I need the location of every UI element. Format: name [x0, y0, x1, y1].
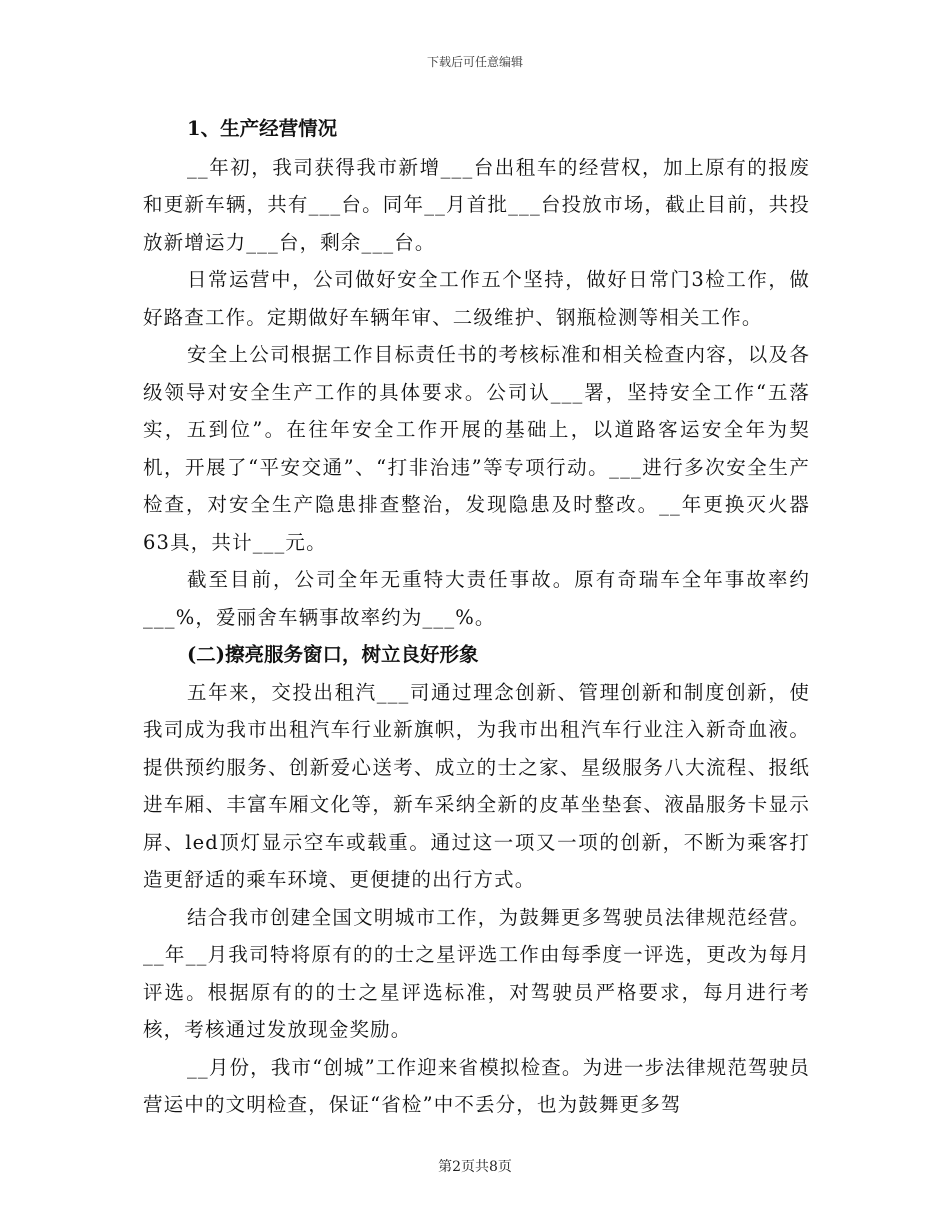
paragraph: 结合我市创建全国文明城市工作，为鼓舞更多驾驶员法律规范经营。__年__月我司特将原有的的士之星评选工作由每季度一评选，更改为每月评选。根据原有的的士之星评选标准，对驾驶员严格要求，每月进行考核，考核通过发放现金奖励。 — [143, 905, 810, 1041]
paragraph: 安全上公司根据工作目标责任书的考核标准和相关检查内容，以及各级领导对安全生产工作的具体要求。公司认___署，坚持安全工作“五落实，五到位”。在往年安全工作开展的基础上，以道路客运安全年为契机，开展了“平安交通”、“打非治违”等专项行动。___进行多次安全生产检查，对安全生产隐患排查整治，发现隐患及时整改。__年更换灭火器63具，共计___元。 — [143, 343, 810, 554]
document-body — [143, 110, 810, 1124]
paragraph: 日常运营中，公司做好安全工作五个坚持，做好日常门3检工作，做好路查工作。定期做好车辆年审、二级维护、钢瓶检测等相关工作。 — [143, 268, 810, 329]
paragraph: __年初，我司获得我市新增___台出租车的经营权，加上原有的报废和更新车辆，共有___台。同年__月首批___台投放市场，截止目前，共投放新增运力___台，剩余___台。 — [143, 155, 810, 254]
section-heading-production: 1、生产经营情况 — [187, 117, 338, 140]
page-number: 第2页共8页 — [438, 1159, 512, 1175]
paragraph: 截至目前，公司全年无重特大责任事故。原有奇瑞车全年事故率约___%，爱丽舍车辆事故率约为___%。 — [143, 568, 810, 629]
paragraph: 五年来，交投出租汽___司通过理念创新、管理创新和制度创新，使我司成为我市出租汽车行业新旗帜，为我市出租汽车行业注入新奇血液。提供预约服务、创新爱心送考、成立的士之家、星级服务八大流程、报纸进车厢、丰富车厢文化等，新车采纳全新的皮革坐垫套、液晶服务卡显示屏、led顶灯显示空车或载重。通过这一项又一项的创新，不断为乘客打造更舒适的乘车环境、更便捷的出行方式。 — [143, 680, 810, 891]
paragraph: __月份，我市“创城”工作迎来省模拟检查。为进一步法律规范驾驶员营运中的文明检查，保证“省检”中不丢分，也为鼓舞更多驾 — [143, 1055, 810, 1116]
section-heading-service: (二)擦亮服务窗口，树立良好形象 — [187, 643, 479, 666]
page-header: 下载后可任意编辑 — [426, 55, 523, 69]
